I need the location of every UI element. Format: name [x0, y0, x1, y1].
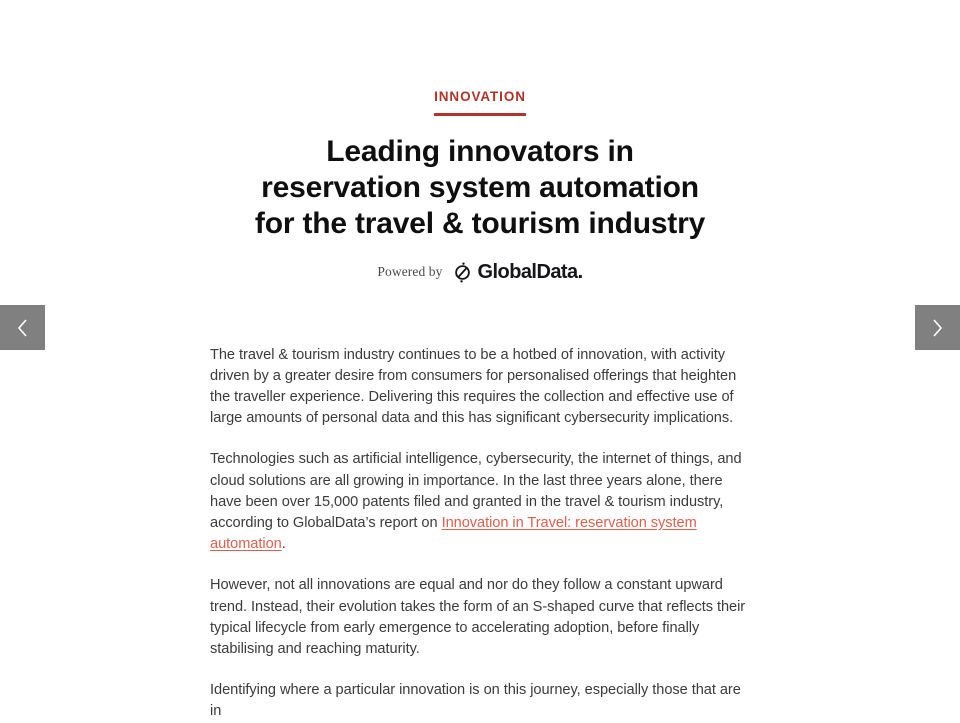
article-body	[210, 283, 750, 723]
article-hero	[0, 0, 960, 283]
eyebrow-wrap	[0, 88, 960, 116]
powered-by-block	[0, 262, 960, 283]
innovation-report-link[interactable]: Innovation in Travel: reservation system automation	[210, 514, 697, 553]
headline-line-1: Leading innovators in	[326, 134, 634, 168]
powered-by-label: Powered by	[377, 264, 443, 279]
chevron-left-icon	[16, 318, 29, 338]
page-title	[0, 134, 960, 242]
headline-line-3: for the travel & tourism industry	[254, 206, 706, 240]
body-paragraph-1: The travel & tourism industry continues to be a hotbed of innovation, with activity driven by a greater desire from consumers for personalised offerings that heighten the traveller experience. Delivering this requires the collection and effective use of large amounts of personal data and this has significant cybersecurity implications.	[210, 346, 737, 427]
globaldata-logo-icon	[452, 262, 473, 283]
paragraph-2-text-after-link: .	[281, 536, 286, 553]
globaldata-brand	[452, 262, 583, 283]
body-paragraph-2	[210, 449, 750, 555]
body-paragraph-4: Identifying where a particular innovation is on this journey, especially those that are in	[210, 682, 741, 720]
chevron-right-icon	[931, 318, 944, 338]
body-paragraph-3: However, not all innovations are equal and nor do they follow a constant upward trend. Instead, their evolution takes the form of an S-shaped curve that reflects their typical lifecycle from early emergence to accelerating adoption, before finally stabilising and reaching maturity.	[210, 577, 746, 657]
paragraph-2-text-before-link: Technologies such as artificial intelligence, cybersecurity, the internet of things, and cloud solutions are all growing in importance. In the last three years alone, there have been over 15,000 patents filed and granted in the travel & tourism industry, according to GlobalData’s report on	[210, 451, 742, 531]
category-eyebrow: INNOVATION	[434, 90, 526, 116]
headline-line-2: reservation system automation	[261, 170, 699, 204]
carousel-next-button[interactable]	[915, 305, 960, 350]
carousel-prev-button[interactable]	[0, 305, 45, 350]
globaldata-wordmark: GlobalData.	[477, 261, 583, 283]
